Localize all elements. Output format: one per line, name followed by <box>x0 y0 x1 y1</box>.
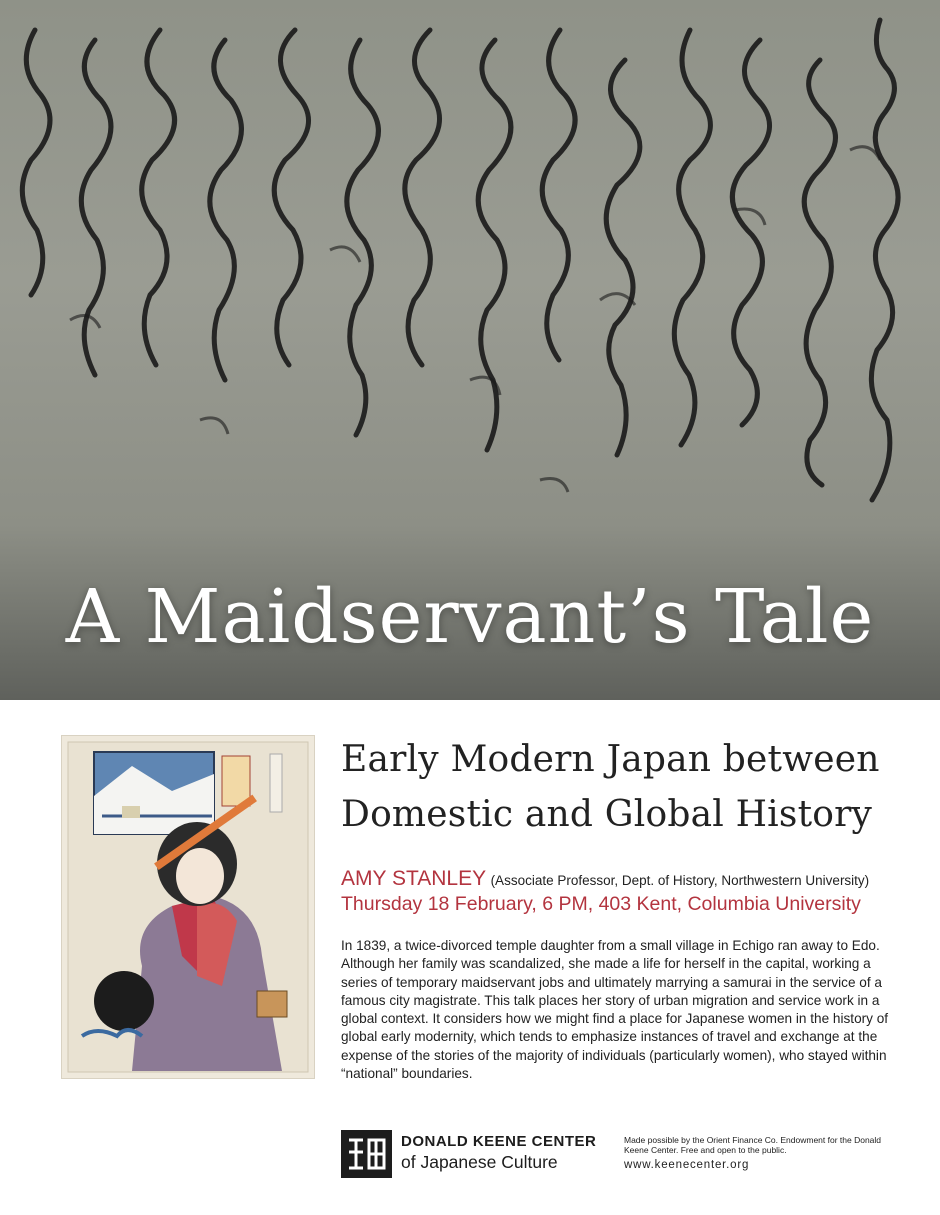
event-subtitle <box>341 732 921 842</box>
speaker-affiliation: (Associate Professor, Dept. of History, Northwestern University) <box>490 873 870 888</box>
subtitle-line-1: Early Modern Japan between <box>341 739 880 780</box>
center-name: DONALD KEENE CENTER <box>401 1133 597 1150</box>
woodblock-print-image <box>62 736 314 1078</box>
keene-center-logo-icon <box>341 1130 392 1178</box>
speaker-name: AMY STANLEY <box>341 867 487 890</box>
speaker-line <box>341 867 921 891</box>
event-abstract: In 1839, a twice-divorced temple daughter from a small village in Echigo ran away to Edo. Although her family was scandalized, she made a life for herself in the capital, working a series of temporary maidservant jobs and ultimately marrying a samurai in the service of a famous city magistrate. This talk places her story of urban migration and service work in a global context. It considers how we might find a place for Japanese women in the history of global early modernity, which tends to emphasize instances of travel and exchange at the expense of the stories of the majority of individuals (particularly women), who stayed within “national” boundaries. <box>341 938 889 1082</box>
event-details: Thursday 18 February, 6 PM, 403 Kent, Columbia University <box>341 893 861 915</box>
funding-credit: Made possible by the Orient Finance Co. Endowment for the Donald Keene Center. Free and open to the public. <box>624 1135 882 1155</box>
subtitle-line-2: Domestic and Global History <box>341 794 873 835</box>
website-link[interactable]: www.keenecenter.org <box>624 1159 750 1171</box>
event-title: A Maidservant’s Tale <box>65 574 875 660</box>
center-subtitle: of Japanese Culture <box>401 1152 558 1172</box>
